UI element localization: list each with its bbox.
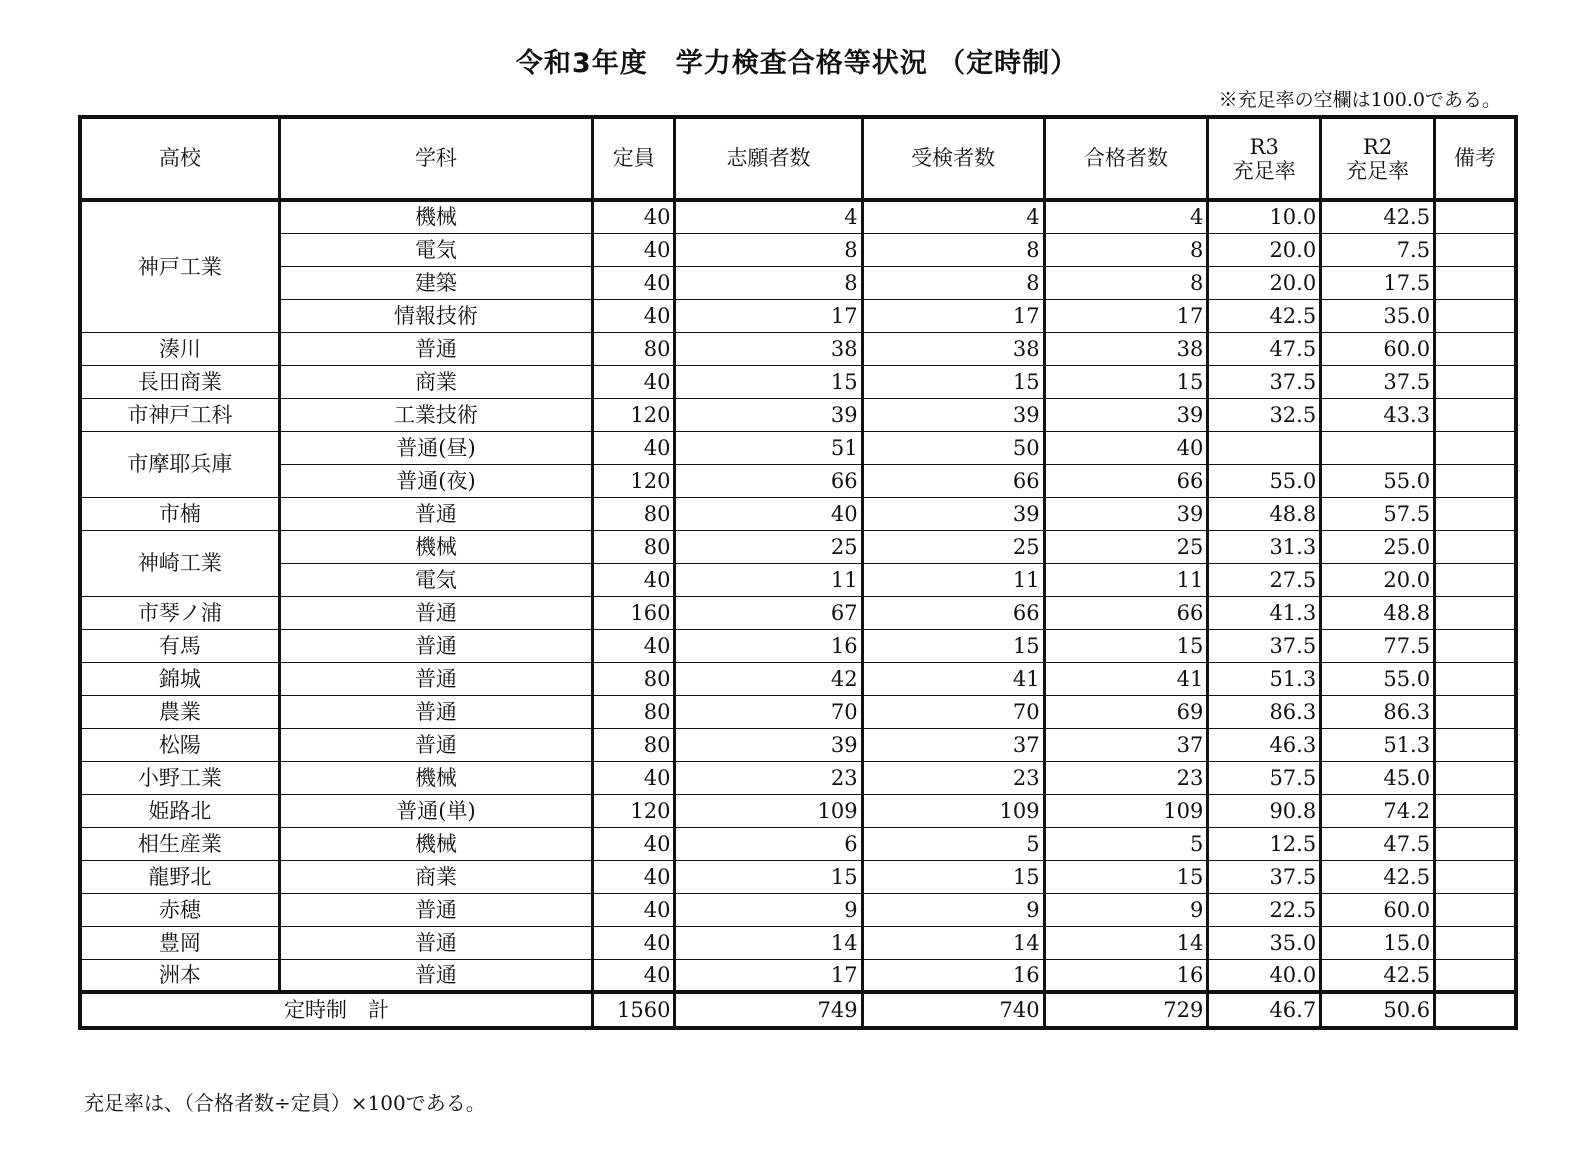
cell-course: 普通 bbox=[279, 959, 592, 992]
cell-r3-rate: 48.8 bbox=[1208, 497, 1321, 530]
cell-r2-rate: 42.5 bbox=[1321, 959, 1435, 992]
cell-applicants: 66 bbox=[675, 464, 862, 497]
cell-passed: 5 bbox=[1044, 827, 1208, 860]
table-row bbox=[80, 695, 1516, 728]
cell-remarks bbox=[1435, 332, 1516, 365]
cell-school: 龍野北 bbox=[80, 860, 279, 893]
cell-passed: 41 bbox=[1044, 662, 1208, 695]
cell-school: 神戸工業 bbox=[80, 200, 279, 332]
cell-examinees: 23 bbox=[862, 761, 1044, 794]
cell-course: 情報技術 bbox=[279, 299, 592, 332]
table-row bbox=[80, 200, 1516, 233]
cell-school: 赤穂 bbox=[80, 893, 279, 926]
cell-r2-rate: 42.5 bbox=[1321, 860, 1435, 893]
cell-remarks bbox=[1435, 761, 1516, 794]
cell-examinees: 50 bbox=[862, 431, 1044, 464]
cell-passed: 66 bbox=[1044, 464, 1208, 497]
cell-school: 神崎工業 bbox=[80, 530, 279, 596]
cell-r3-rate: 20.0 bbox=[1208, 233, 1321, 266]
page-title: 令和3年度 学力検査合格等状況 （定時制） bbox=[515, 48, 1079, 79]
table-row bbox=[80, 233, 1516, 266]
cell-course: 普通 bbox=[279, 695, 592, 728]
header-applicants: 志願者数 bbox=[675, 117, 862, 200]
cell-capacity: 120 bbox=[593, 398, 675, 431]
cell-applicants: 6 bbox=[675, 827, 862, 860]
cell-capacity: 80 bbox=[593, 662, 675, 695]
cell-r3-rate: 32.5 bbox=[1208, 398, 1321, 431]
cell-applicants: 9 bbox=[675, 893, 862, 926]
admission-results-table bbox=[78, 115, 1518, 1030]
cell-passed: 69 bbox=[1044, 695, 1208, 728]
cell-applicants: 4 bbox=[675, 200, 862, 233]
table-row bbox=[80, 959, 1516, 992]
table-row bbox=[80, 563, 1516, 596]
cell-r3-rate: 20.0 bbox=[1208, 266, 1321, 299]
cell-passed: 25 bbox=[1044, 530, 1208, 563]
cell-applicants: 8 bbox=[675, 266, 862, 299]
cell-capacity: 40 bbox=[593, 926, 675, 959]
cell-r3-rate: 55.0 bbox=[1208, 464, 1321, 497]
cell-remarks bbox=[1435, 596, 1516, 629]
cell-r2-rate: 43.3 bbox=[1321, 398, 1435, 431]
cell-passed: 39 bbox=[1044, 497, 1208, 530]
cell-school: 有馬 bbox=[80, 629, 279, 662]
table-row bbox=[80, 431, 1516, 464]
cell-applicants: 23 bbox=[675, 761, 862, 794]
cell-r2-rate: 51.3 bbox=[1321, 728, 1435, 761]
cell-examinees: 39 bbox=[862, 398, 1044, 431]
cell-school: 松陽 bbox=[80, 728, 279, 761]
table-row bbox=[80, 332, 1516, 365]
cell-capacity: 80 bbox=[593, 728, 675, 761]
cell-capacity: 40 bbox=[593, 827, 675, 860]
total-row bbox=[80, 992, 1516, 1028]
cell-r3-rate: 37.5 bbox=[1208, 860, 1321, 893]
header-r3-year: R3 bbox=[1249, 134, 1279, 159]
cell-r3-rate: 51.3 bbox=[1208, 662, 1321, 695]
cell-examinees: 38 bbox=[862, 332, 1044, 365]
cell-r3-rate: 35.0 bbox=[1208, 926, 1321, 959]
cell-passed: 17 bbox=[1044, 299, 1208, 332]
header-r2-year: R2 bbox=[1363, 134, 1393, 159]
cell-r3-rate bbox=[1208, 431, 1321, 464]
cell-capacity: 80 bbox=[593, 530, 675, 563]
cell-capacity: 40 bbox=[593, 233, 675, 266]
cell-capacity: 40 bbox=[593, 266, 675, 299]
cell-school: 市楠 bbox=[80, 497, 279, 530]
table-row bbox=[80, 365, 1516, 398]
cell-r3-rate: 37.5 bbox=[1208, 629, 1321, 662]
cell-examinees: 70 bbox=[862, 695, 1044, 728]
cell-course: 普通 bbox=[279, 893, 592, 926]
cell-r2-rate: 77.5 bbox=[1321, 629, 1435, 662]
cell-examinees: 41 bbox=[862, 662, 1044, 695]
cell-passed: 14 bbox=[1044, 926, 1208, 959]
cell-course: 普通(夜) bbox=[279, 464, 592, 497]
cell-remarks bbox=[1435, 959, 1516, 992]
table-row bbox=[80, 398, 1516, 431]
cell-remarks bbox=[1435, 860, 1516, 893]
cell-course: 建築 bbox=[279, 266, 592, 299]
cell-capacity: 40 bbox=[593, 761, 675, 794]
cell-remarks bbox=[1435, 827, 1516, 860]
cell-capacity: 40 bbox=[593, 563, 675, 596]
cell-remarks bbox=[1435, 662, 1516, 695]
cell-applicants: 42 bbox=[675, 662, 862, 695]
total-passed: 729 bbox=[1044, 992, 1208, 1028]
header-examinees: 受検者数 bbox=[862, 117, 1044, 200]
cell-course: 機械 bbox=[279, 530, 592, 563]
cell-passed: 38 bbox=[1044, 332, 1208, 365]
cell-examinees: 15 bbox=[862, 365, 1044, 398]
cell-applicants: 39 bbox=[675, 398, 862, 431]
cell-course: 電気 bbox=[279, 233, 592, 266]
cell-passed: 15 bbox=[1044, 365, 1208, 398]
cell-r2-rate: 47.5 bbox=[1321, 827, 1435, 860]
cell-remarks bbox=[1435, 266, 1516, 299]
cell-passed: 23 bbox=[1044, 761, 1208, 794]
cell-capacity: 120 bbox=[593, 794, 675, 827]
cell-r3-rate: 22.5 bbox=[1208, 893, 1321, 926]
cell-remarks bbox=[1435, 365, 1516, 398]
cell-examinees: 25 bbox=[862, 530, 1044, 563]
cell-passed: 40 bbox=[1044, 431, 1208, 464]
cell-examinees: 8 bbox=[862, 233, 1044, 266]
cell-examinees: 8 bbox=[862, 266, 1044, 299]
cell-course: 普通 bbox=[279, 629, 592, 662]
cell-remarks bbox=[1435, 695, 1516, 728]
cell-passed: 11 bbox=[1044, 563, 1208, 596]
cell-r3-rate: 27.5 bbox=[1208, 563, 1321, 596]
cell-applicants: 70 bbox=[675, 695, 862, 728]
cell-applicants: 15 bbox=[675, 365, 862, 398]
cell-passed: 37 bbox=[1044, 728, 1208, 761]
cell-capacity: 40 bbox=[593, 200, 675, 233]
cell-remarks bbox=[1435, 299, 1516, 332]
table-row bbox=[80, 497, 1516, 530]
cell-remarks bbox=[1435, 926, 1516, 959]
cell-r2-rate: 55.0 bbox=[1321, 464, 1435, 497]
table-row bbox=[80, 662, 1516, 695]
cell-remarks bbox=[1435, 563, 1516, 596]
cell-capacity: 120 bbox=[593, 464, 675, 497]
cell-r2-rate: 86.3 bbox=[1321, 695, 1435, 728]
cell-r3-rate: 31.3 bbox=[1208, 530, 1321, 563]
cell-school: 豊岡 bbox=[80, 926, 279, 959]
cell-school: 長田商業 bbox=[80, 365, 279, 398]
cell-examinees: 11 bbox=[862, 563, 1044, 596]
cell-capacity: 40 bbox=[593, 299, 675, 332]
header-remarks: 備考 bbox=[1435, 117, 1516, 200]
cell-school: 小野工業 bbox=[80, 761, 279, 794]
cell-applicants: 25 bbox=[675, 530, 862, 563]
cell-course: 機械 bbox=[279, 200, 592, 233]
cell-course: 普通 bbox=[279, 596, 592, 629]
total-capacity: 1560 bbox=[593, 992, 675, 1028]
cell-r2-rate: 25.0 bbox=[1321, 530, 1435, 563]
header-r3-rate bbox=[1208, 117, 1321, 200]
cell-r2-rate bbox=[1321, 431, 1435, 464]
cell-school: 湊川 bbox=[80, 332, 279, 365]
cell-examinees: 4 bbox=[862, 200, 1044, 233]
cell-course: 普通 bbox=[279, 662, 592, 695]
cell-r3-rate: 41.3 bbox=[1208, 596, 1321, 629]
cell-passed: 66 bbox=[1044, 596, 1208, 629]
cell-r3-rate: 57.5 bbox=[1208, 761, 1321, 794]
header-r3-label: 充足率 bbox=[1232, 158, 1296, 183]
cell-examinees: 5 bbox=[862, 827, 1044, 860]
cell-course: 普通 bbox=[279, 497, 592, 530]
cell-r2-rate: 60.0 bbox=[1321, 893, 1435, 926]
cell-r2-rate: 57.5 bbox=[1321, 497, 1435, 530]
cell-course: 機械 bbox=[279, 827, 592, 860]
cell-applicants: 39 bbox=[675, 728, 862, 761]
table-header-row bbox=[80, 117, 1516, 200]
header-r2-label: 充足率 bbox=[1346, 158, 1410, 183]
cell-course: 機械 bbox=[279, 761, 592, 794]
cell-capacity: 80 bbox=[593, 497, 675, 530]
table-row bbox=[80, 629, 1516, 662]
cell-r2-rate: 17.5 bbox=[1321, 266, 1435, 299]
cell-passed: 109 bbox=[1044, 794, 1208, 827]
cell-remarks bbox=[1435, 233, 1516, 266]
cell-r3-rate: 47.5 bbox=[1208, 332, 1321, 365]
table-row bbox=[80, 299, 1516, 332]
header-r2-rate bbox=[1321, 117, 1435, 200]
cell-course: 電気 bbox=[279, 563, 592, 596]
footnote: 充足率は、（合格者数÷定員）×100である。 bbox=[84, 1091, 486, 1115]
table-row bbox=[80, 794, 1516, 827]
total-applicants: 749 bbox=[675, 992, 862, 1028]
blank-rate-note: ※充足率の空欄は100.0である。 bbox=[1218, 89, 1501, 111]
cell-school: 錦城 bbox=[80, 662, 279, 695]
cell-school: 相生産業 bbox=[80, 827, 279, 860]
cell-r2-rate: 35.0 bbox=[1321, 299, 1435, 332]
total-r2-rate: 50.6 bbox=[1321, 992, 1435, 1028]
cell-r2-rate: 48.8 bbox=[1321, 596, 1435, 629]
cell-passed: 15 bbox=[1044, 629, 1208, 662]
cell-remarks bbox=[1435, 629, 1516, 662]
table-row bbox=[80, 926, 1516, 959]
total-label: 定時制 計 bbox=[80, 992, 593, 1028]
cell-r3-rate: 42.5 bbox=[1208, 299, 1321, 332]
cell-remarks bbox=[1435, 431, 1516, 464]
cell-applicants: 17 bbox=[675, 959, 862, 992]
cell-capacity: 40 bbox=[593, 629, 675, 662]
cell-r2-rate: 45.0 bbox=[1321, 761, 1435, 794]
cell-capacity: 40 bbox=[593, 365, 675, 398]
header-course: 学科 bbox=[279, 117, 592, 200]
cell-r3-rate: 40.0 bbox=[1208, 959, 1321, 992]
cell-school: 市摩耶兵庫 bbox=[80, 431, 279, 497]
cell-school: 市琴ノ浦 bbox=[80, 596, 279, 629]
cell-school: 市神戸工科 bbox=[80, 398, 279, 431]
cell-examinees: 17 bbox=[862, 299, 1044, 332]
cell-course: 普通(単) bbox=[279, 794, 592, 827]
cell-examinees: 37 bbox=[862, 728, 1044, 761]
table-row bbox=[80, 596, 1516, 629]
cell-course: 普通(昼) bbox=[279, 431, 592, 464]
cell-capacity: 80 bbox=[593, 695, 675, 728]
cell-examinees: 66 bbox=[862, 464, 1044, 497]
table-row bbox=[80, 893, 1516, 926]
cell-passed: 15 bbox=[1044, 860, 1208, 893]
cell-applicants: 11 bbox=[675, 563, 862, 596]
cell-applicants: 8 bbox=[675, 233, 862, 266]
cell-examinees: 15 bbox=[862, 629, 1044, 662]
cell-examinees: 15 bbox=[862, 860, 1044, 893]
cell-applicants: 17 bbox=[675, 299, 862, 332]
cell-applicants: 38 bbox=[675, 332, 862, 365]
cell-applicants: 14 bbox=[675, 926, 862, 959]
cell-remarks bbox=[1435, 398, 1516, 431]
cell-r3-rate: 37.5 bbox=[1208, 365, 1321, 398]
cell-examinees: 109 bbox=[862, 794, 1044, 827]
cell-passed: 8 bbox=[1044, 233, 1208, 266]
cell-capacity: 80 bbox=[593, 332, 675, 365]
table-row bbox=[80, 860, 1516, 893]
total-examinees: 740 bbox=[862, 992, 1044, 1028]
cell-r3-rate: 10.0 bbox=[1208, 200, 1321, 233]
cell-capacity: 160 bbox=[593, 596, 675, 629]
cell-applicants: 67 bbox=[675, 596, 862, 629]
cell-r2-rate: 74.2 bbox=[1321, 794, 1435, 827]
cell-r2-rate: 20.0 bbox=[1321, 563, 1435, 596]
cell-r2-rate: 15.0 bbox=[1321, 926, 1435, 959]
cell-r2-rate: 60.0 bbox=[1321, 332, 1435, 365]
cell-applicants: 51 bbox=[675, 431, 862, 464]
cell-passed: 16 bbox=[1044, 959, 1208, 992]
cell-remarks bbox=[1435, 794, 1516, 827]
cell-remarks bbox=[1435, 497, 1516, 530]
cell-capacity: 40 bbox=[593, 893, 675, 926]
cell-examinees: 66 bbox=[862, 596, 1044, 629]
cell-applicants: 40 bbox=[675, 497, 862, 530]
total-r3-rate: 46.7 bbox=[1208, 992, 1321, 1028]
header-school: 高校 bbox=[80, 117, 279, 200]
cell-course: 普通 bbox=[279, 728, 592, 761]
header-passed: 合格者数 bbox=[1044, 117, 1208, 200]
table-row bbox=[80, 728, 1516, 761]
cell-remarks bbox=[1435, 530, 1516, 563]
cell-course: 工業技術 bbox=[279, 398, 592, 431]
table-row bbox=[80, 827, 1516, 860]
cell-passed: 39 bbox=[1044, 398, 1208, 431]
header-capacity: 定員 bbox=[593, 117, 675, 200]
cell-remarks bbox=[1435, 893, 1516, 926]
table-row bbox=[80, 761, 1516, 794]
cell-school: 姫路北 bbox=[80, 794, 279, 827]
cell-examinees: 39 bbox=[862, 497, 1044, 530]
cell-course: 普通 bbox=[279, 926, 592, 959]
cell-school: 農業 bbox=[80, 695, 279, 728]
cell-course: 商業 bbox=[279, 860, 592, 893]
cell-r2-rate: 7.5 bbox=[1321, 233, 1435, 266]
cell-remarks bbox=[1435, 728, 1516, 761]
total-remarks bbox=[1435, 992, 1516, 1028]
cell-applicants: 109 bbox=[675, 794, 862, 827]
cell-remarks bbox=[1435, 200, 1516, 233]
cell-remarks bbox=[1435, 464, 1516, 497]
cell-passed: 9 bbox=[1044, 893, 1208, 926]
cell-examinees: 14 bbox=[862, 926, 1044, 959]
cell-r2-rate: 55.0 bbox=[1321, 662, 1435, 695]
table-row bbox=[80, 530, 1516, 563]
cell-r3-rate: 86.3 bbox=[1208, 695, 1321, 728]
table-row bbox=[80, 464, 1516, 497]
cell-capacity: 40 bbox=[593, 959, 675, 992]
cell-passed: 4 bbox=[1044, 200, 1208, 233]
cell-examinees: 16 bbox=[862, 959, 1044, 992]
cell-r3-rate: 12.5 bbox=[1208, 827, 1321, 860]
cell-capacity: 40 bbox=[593, 860, 675, 893]
table-body bbox=[80, 200, 1516, 992]
cell-school: 洲本 bbox=[80, 959, 279, 992]
cell-applicants: 16 bbox=[675, 629, 862, 662]
cell-course: 商業 bbox=[279, 365, 592, 398]
cell-course: 普通 bbox=[279, 332, 592, 365]
cell-r2-rate: 42.5 bbox=[1321, 200, 1435, 233]
cell-r3-rate: 90.8 bbox=[1208, 794, 1321, 827]
cell-capacity: 40 bbox=[593, 431, 675, 464]
cell-examinees: 9 bbox=[862, 893, 1044, 926]
table-row bbox=[80, 266, 1516, 299]
cell-r3-rate: 46.3 bbox=[1208, 728, 1321, 761]
cell-r2-rate: 37.5 bbox=[1321, 365, 1435, 398]
cell-passed: 8 bbox=[1044, 266, 1208, 299]
cell-applicants: 15 bbox=[675, 860, 862, 893]
